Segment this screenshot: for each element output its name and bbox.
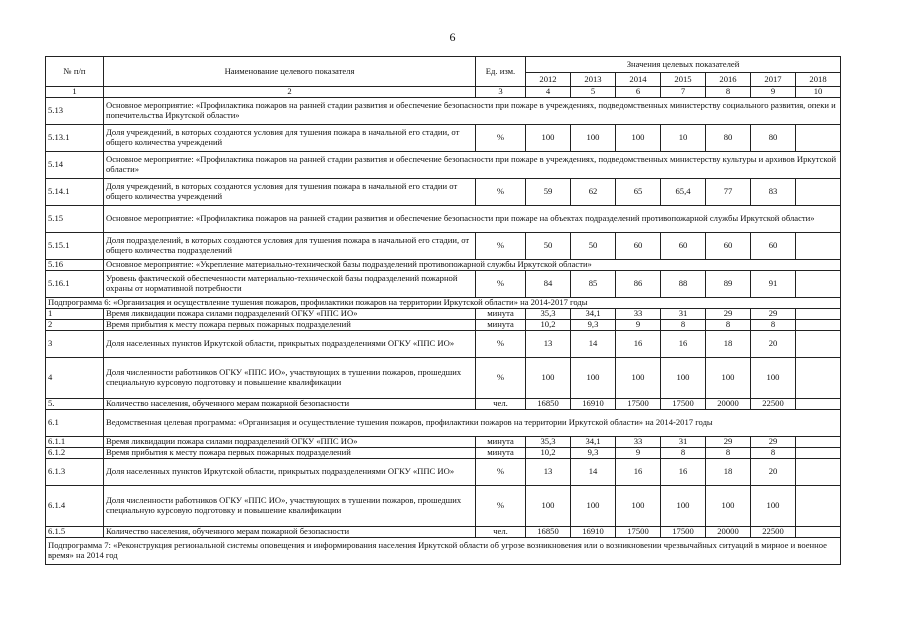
row-number: 6.1.1 (46, 436, 104, 447)
row-number: 5.15.1 (46, 232, 104, 259)
header-year: 2018 (796, 73, 841, 87)
row-number: 6.1.4 (46, 485, 104, 526)
row-number: 6.1.5 (46, 526, 104, 537)
value-cell: 8 (751, 319, 796, 330)
value-cell: 100 (616, 124, 661, 151)
value-cell: 29 (751, 308, 796, 319)
row-number: 6.1 (46, 409, 104, 436)
value-cell: 8 (751, 447, 796, 458)
unit-cell: % (476, 124, 526, 151)
indicator-name: Уровень фактической обеспеченности материально-технической базы подразделений пожарной охраны от нормативной потребности (104, 270, 476, 297)
subprogram-title: Подпрограмма 7: «Реконструкция региональной системы оповещения и информирования населения Иркутской области об угрозе возникновения или о возникновении чрезвычайных ситуаций в мирное и военное время» на 2014 год (46, 537, 841, 564)
row-number: 5.15 (46, 205, 104, 232)
column-number: 10 (796, 87, 841, 98)
column-number: 5 (571, 87, 616, 98)
row-number: 4 (46, 357, 104, 398)
row-number: 5.16.1 (46, 270, 104, 297)
value-cell (796, 270, 841, 297)
unit-cell: % (476, 330, 526, 357)
value-cell: 29 (706, 308, 751, 319)
unit-cell: чел. (476, 398, 526, 409)
row-number: 5.14 (46, 151, 104, 178)
value-cell: 91 (751, 270, 796, 297)
indicator-name: Доля учреждений, в которых создаются условия для тушения пожара в начальной его стадии от общего количества учреждений (104, 178, 476, 205)
row-number: 2 (46, 319, 104, 330)
value-cell: 62 (571, 178, 616, 205)
value-cell: 17500 (616, 526, 661, 537)
value-cell: 100 (571, 124, 616, 151)
value-cell: 20000 (706, 526, 751, 537)
value-cell: 100 (616, 357, 661, 398)
value-cell: 84 (526, 270, 571, 297)
column-number: 3 (476, 87, 526, 98)
header-num: № п/п (46, 57, 104, 87)
value-cell: 33 (616, 436, 661, 447)
value-cell: 8 (706, 319, 751, 330)
unit-cell: минута (476, 447, 526, 458)
value-cell (796, 526, 841, 537)
value-cell: 10,2 (526, 447, 571, 458)
value-cell: 18 (706, 458, 751, 485)
value-cell: 35,3 (526, 436, 571, 447)
value-cell: 18 (706, 330, 751, 357)
header-unit: Ед. изм. (476, 57, 526, 87)
table-row (46, 319, 841, 330)
value-cell (796, 330, 841, 357)
table-row (46, 97, 841, 124)
table-row (46, 537, 841, 564)
value-cell: 17500 (661, 398, 706, 409)
indicator-name: Количество населения, обученного мерам пожарной безопасности (104, 398, 476, 409)
value-cell (796, 124, 841, 151)
column-number: 8 (706, 87, 751, 98)
value-cell: 100 (571, 357, 616, 398)
table-row (46, 447, 841, 458)
indicator-name: Доля населенных пунктов Иркутской области, прикрытых подразделениями ОГКУ «ППС ИО» (104, 458, 476, 485)
value-cell: 88 (661, 270, 706, 297)
value-cell: 22500 (751, 398, 796, 409)
table-row (46, 297, 841, 308)
table-row (46, 259, 841, 270)
table-row (46, 232, 841, 259)
value-cell (796, 319, 841, 330)
column-number: 9 (751, 87, 796, 98)
activity-title: Основное мероприятие: «Укрепление материально-технической базы подразделений противопожарной службы Иркутской области» (104, 259, 841, 270)
value-cell: 16 (661, 458, 706, 485)
indicator-name: Доля учреждений, в которых создаются условия для тушения пожара в начальной его стадии, от общего количества учреждений (104, 124, 476, 151)
row-number: 5.13 (46, 97, 104, 124)
table-row (46, 178, 841, 205)
table-row (46, 124, 841, 151)
value-cell: 9,3 (571, 319, 616, 330)
page-number: 6 (449, 30, 456, 44)
value-cell: 100 (706, 485, 751, 526)
value-cell: 31 (661, 436, 706, 447)
row-number: 1 (46, 308, 104, 319)
value-cell: 14 (571, 330, 616, 357)
table-row (46, 436, 841, 447)
unit-cell: минута (476, 319, 526, 330)
value-cell: 77 (706, 178, 751, 205)
value-cell: 8 (661, 447, 706, 458)
table-row (46, 485, 841, 526)
value-cell: 100 (616, 485, 661, 526)
value-cell (796, 357, 841, 398)
value-cell (796, 232, 841, 259)
value-cell: 85 (571, 270, 616, 297)
value-cell: 35,3 (526, 308, 571, 319)
unit-cell: % (476, 232, 526, 259)
row-number: 5.14.1 (46, 178, 104, 205)
value-cell: 13 (526, 458, 571, 485)
row-number: 6.1.2 (46, 447, 104, 458)
table-row (46, 308, 841, 319)
unit-cell: % (476, 178, 526, 205)
indicator-name: Время прибытия к месту пожара первых пожарных подразделений (104, 447, 476, 458)
value-cell: 16850 (526, 526, 571, 537)
value-cell: 22500 (751, 526, 796, 537)
value-cell: 83 (751, 178, 796, 205)
value-cell: 100 (526, 485, 571, 526)
value-cell: 100 (661, 357, 706, 398)
value-cell: 80 (706, 124, 751, 151)
value-cell: 100 (661, 485, 706, 526)
value-cell: 60 (706, 232, 751, 259)
unit-cell: % (476, 485, 526, 526)
indicator-name: Доля подразделений, в которых создаются условия для тушения пожара в начальной его стадии, от общего количества подразделений (104, 232, 476, 259)
value-cell: 60 (751, 232, 796, 259)
subprogram-title: Подпрограмма 6: «Организация и осуществление тушения пожаров, профилактики пожаров на территории Иркутской области» на 2014-2017 годы (46, 297, 841, 308)
value-cell (796, 398, 841, 409)
header-year: 2016 (706, 73, 751, 87)
value-cell: 31 (661, 308, 706, 319)
unit-cell: % (476, 357, 526, 398)
value-cell: 9 (616, 319, 661, 330)
table-row (46, 270, 841, 297)
table-row (46, 330, 841, 357)
column-number: 7 (661, 87, 706, 98)
unit-cell: минута (476, 436, 526, 447)
row-number: 5. (46, 398, 104, 409)
value-cell: 50 (571, 232, 616, 259)
header-year: 2014 (616, 73, 661, 87)
value-cell: 16910 (571, 526, 616, 537)
row-number: 5.16 (46, 259, 104, 270)
header-year: 2012 (526, 73, 571, 87)
column-number: 4 (526, 87, 571, 98)
unit-cell: минута (476, 308, 526, 319)
value-cell (796, 178, 841, 205)
indicator-name: Доля численности работников ОГКУ «ППС ИО», участвующих в тушении пожаров, прошедших специальную курсовую подготовку и повышение квалификации (104, 485, 476, 526)
row-number: 3 (46, 330, 104, 357)
value-cell: 20 (751, 330, 796, 357)
value-cell: 34,1 (571, 436, 616, 447)
value-cell: 17500 (661, 526, 706, 537)
value-cell: 100 (526, 357, 571, 398)
value-cell (796, 308, 841, 319)
table-row (46, 151, 841, 178)
value-cell: 65,4 (661, 178, 706, 205)
header-values-group: Значения целевых показателей (526, 57, 841, 73)
value-cell: 16 (661, 330, 706, 357)
value-cell: 10,2 (526, 319, 571, 330)
value-cell: 29 (706, 436, 751, 447)
indicator-name: Время ликвидации пожара силами подразделений ОГКУ «ППС ИО» (104, 308, 476, 319)
activity-title: Основное мероприятие: «Профилактика пожаров на ранней стадии развития и обеспечение безопасности при пожаре на объектах подразделений противопожарной службы Иркутской области» (104, 205, 841, 232)
value-cell: 16 (616, 330, 661, 357)
value-cell: 9 (616, 447, 661, 458)
value-cell: 17500 (616, 398, 661, 409)
value-cell: 100 (706, 357, 751, 398)
row-number: 5.13.1 (46, 124, 104, 151)
value-cell: 20000 (706, 398, 751, 409)
table-row (46, 409, 841, 436)
row-number: 6.1.3 (46, 458, 104, 485)
value-cell: 10 (661, 124, 706, 151)
value-cell: 9,3 (571, 447, 616, 458)
activity-title: Ведомственная целевая программа: «Организация и осуществление тушения пожаров, профилактики пожаров на территории Иркутской области» на 2014-2017 годы (104, 409, 841, 436)
value-cell: 100 (526, 124, 571, 151)
indicator-name: Доля численности работников ОГКУ «ППС ИО», участвующих в тушении пожаров, прошедших специальную курсовую подготовку и повышение квалификации (104, 357, 476, 398)
value-cell: 59 (526, 178, 571, 205)
indicator-name: Время прибытия к месту пожара первых пожарных подразделений (104, 319, 476, 330)
header-year: 2017 (751, 73, 796, 87)
indicator-name: Доля населенных пунктов Иркутской области, прикрытых подразделениями ОГКУ «ППС ИО» (104, 330, 476, 357)
table-row (46, 357, 841, 398)
value-cell: 34,1 (571, 308, 616, 319)
value-cell: 80 (751, 124, 796, 151)
value-cell: 20 (751, 458, 796, 485)
indicators-table (45, 56, 841, 565)
table-row (46, 205, 841, 232)
value-cell: 16 (616, 458, 661, 485)
indicator-name: Количество населения, обученного мерам пожарной безопасности (104, 526, 476, 537)
value-cell: 16910 (571, 398, 616, 409)
value-cell: 65 (616, 178, 661, 205)
table-row (46, 458, 841, 485)
value-cell: 100 (571, 485, 616, 526)
value-cell: 13 (526, 330, 571, 357)
unit-cell: % (476, 458, 526, 485)
header-year: 2015 (661, 73, 706, 87)
header-name: Наименование целевого показателя (104, 57, 476, 87)
value-cell (796, 485, 841, 526)
value-cell: 86 (616, 270, 661, 297)
value-cell: 60 (616, 232, 661, 259)
unit-cell: чел. (476, 526, 526, 537)
column-number: 2 (104, 87, 476, 98)
table-row (46, 526, 841, 537)
indicator-name: Время ликвидации пожара силами подразделений ОГКУ «ППС ИО» (104, 436, 476, 447)
value-cell: 100 (751, 485, 796, 526)
value-cell: 16850 (526, 398, 571, 409)
column-number: 6 (616, 87, 661, 98)
value-cell: 8 (706, 447, 751, 458)
header-year: 2013 (571, 73, 616, 87)
value-cell (796, 458, 841, 485)
column-number: 1 (46, 87, 104, 98)
activity-title: Основное мероприятие: «Профилактика пожаров на ранней стадии развития и обеспечение безопасности при пожаре в учреждениях, подведомственных министерству культуры и архивов Иркутской области» (104, 151, 841, 178)
activity-title: Основное мероприятие: «Профилактика пожаров на ранней стадии развития и обеспечение безопасности при пожаре в учреждениях, подведомственных министерству социального развития, опеки и попечительства Иркутской области» (104, 97, 841, 124)
value-cell: 29 (751, 436, 796, 447)
value-cell: 50 (526, 232, 571, 259)
value-cell: 8 (661, 319, 706, 330)
unit-cell: % (476, 270, 526, 297)
value-cell: 14 (571, 458, 616, 485)
value-cell: 89 (706, 270, 751, 297)
value-cell (796, 447, 841, 458)
value-cell: 100 (751, 357, 796, 398)
table-row (46, 398, 841, 409)
value-cell (796, 436, 841, 447)
value-cell: 33 (616, 308, 661, 319)
value-cell: 60 (661, 232, 706, 259)
